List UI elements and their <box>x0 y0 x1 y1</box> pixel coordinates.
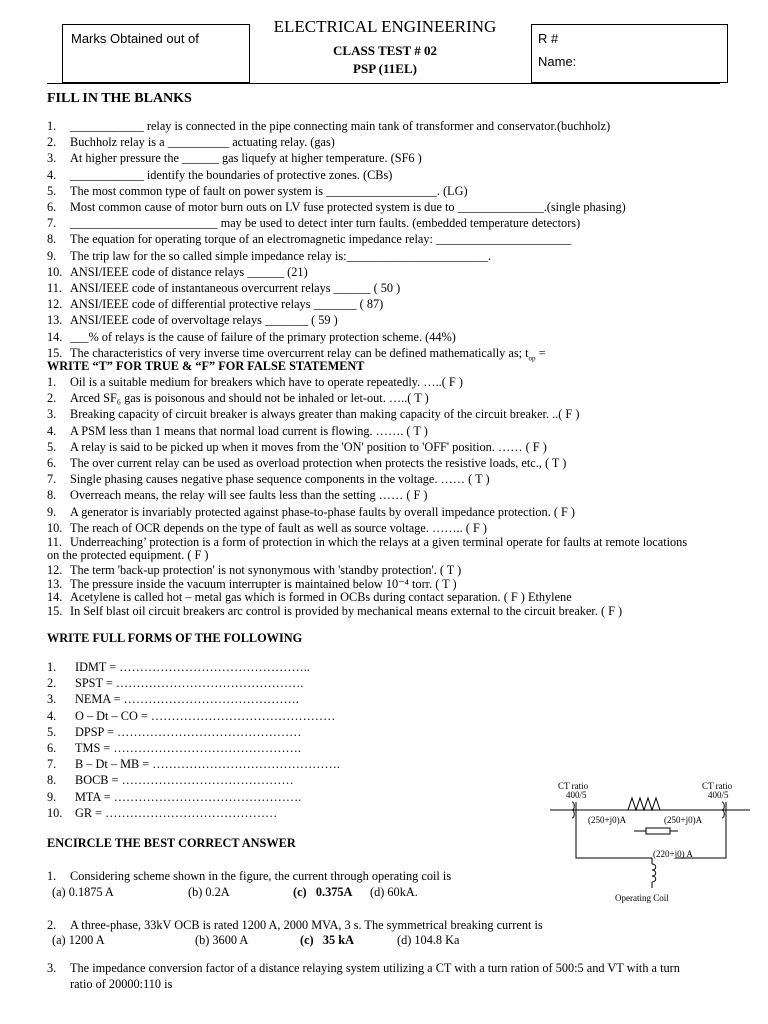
option-a[interactable]: (a) 0.1875 A <box>52 885 114 899</box>
ct-left-label: CT ratio <box>558 781 589 791</box>
transformer-winding <box>628 798 660 810</box>
option-a[interactable]: (a) 1200 A <box>52 933 105 947</box>
option-c[interactable]: (c) 0.375A <box>293 885 353 899</box>
option-c[interactable]: (c) 35 kA <box>300 933 354 947</box>
question-3-continuation: ratio of 20000:110 is <box>70 977 173 991</box>
ct-circuit-figure <box>550 778 750 908</box>
left-loop <box>576 820 652 858</box>
full-forms-heading: WRITE FULL FORMS OF THE FOLLOWING <box>47 631 303 645</box>
list-item-continuation: on the protected equipment. ( F ) <box>47 548 209 562</box>
option-b[interactable]: (b) 0.2A <box>188 885 230 899</box>
id-box <box>531 24 728 83</box>
option-d[interactable]: (d) 104.8 Ka <box>397 933 460 947</box>
true-false-list: 1. Oil is a suitable medium for breakers which have to operate repeatedly. …..( F ) 2. Arced SF₆ gas is poisonous and should not be inhaled or let-out. …..( T ) 3. Breaking capacity of circuit breaker is always greater than making capacity of the circuit breaker. ..( F ) 4. A PSM less than 1 means that normal load current is flowing. ……. ( T ) 5. A relay is said to be picked up when it moves from the 'ON' position to 'OFF' position. …… ( F ) 6. The over current relay can be used as overload protection when protects the resistive loads, etc., ( T ) 7. Single phasing causes negative phase sequence components in the voltage. …… ( T ) 8. Overreach means, the relay will see faults less than the setting …… ( F ) 9. A generator is invariably protected against phase-to-phase faults by overall impedance protection. ( F ) 10. The reach of OCR depends on the type of fault as well as source voltage. …….. ( F ) 11. Underreaching’ protection is a form of protection in which the relays at a given terminal operate for faults at remote locations on the protected equipment. ( F ) 12. The term 'back-up protection' is not synonymous with 'standby protection'. ( T ) 13. The pressure inside the vacuum interrupter is maintained below 10⁻⁴ torr. ( T ) 14. Acetylene is called hot – metal gas which is formed in OCBs during contact separation. ( F ) Ethylene 15. In Self blast oil circuit breakers arc control is provided by mechanical means external to the circuit breaker. ( F ) <box>47 375 688 618</box>
header-divider <box>47 83 720 84</box>
course-code: PSP (11EL) <box>353 61 417 76</box>
current-right-label: (250+j0)A <box>664 815 703 825</box>
option-d[interactable]: (d) 60kA. <box>370 885 418 899</box>
marks-label: Marks Obtained out of <box>71 31 199 46</box>
fill-blanks-heading: FILL IN THE BLANKS <box>47 91 192 106</box>
ct-right-label: CT ratio <box>702 781 733 791</box>
true-false-heading: WRITE “T” FOR TRUE & “F” FOR FALSE STATEMENT <box>47 359 365 373</box>
current-mid-label: (220+j0) A <box>653 849 693 859</box>
marks-box <box>62 24 250 83</box>
full-forms-list: 1. IDMT = ……………………………………….. 2. SPST = ………………………………………. 3. NEMA = ……………………………………. 4. O – Dt – CO = ……………………………………… 5. DPSP = ……………………………………… 6. TMS = ………………………………………. 7. B – Dt – MB = ………………………………………. 8. BOCB = …………………………………… 9. MTA = ………………………………………. 10. GR = …………………………………… <box>47 660 340 820</box>
operating-coil <box>652 864 656 888</box>
option-b[interactable]: (b) 3600 A <box>195 933 249 947</box>
relay-element <box>646 828 670 834</box>
coil-label: Operating Coil <box>615 893 669 903</box>
ct-right-value: 400/5 <box>708 790 729 800</box>
mcq-heading: ENCIRCLE THE BEST CORRECT ANSWER <box>47 836 296 850</box>
current-left-label: (250+j0)A <box>588 815 627 825</box>
roll-label: R # <box>538 31 559 46</box>
top-subscript: op <box>528 354 536 363</box>
ct-left-coil <box>572 802 576 820</box>
ct-left-value: 400/5 <box>566 790 587 800</box>
page-title: ELECTRICAL ENGINEERING <box>273 17 497 36</box>
class-test-title: CLASS TEST # 02 <box>333 43 437 58</box>
name-label: Name: <box>538 54 577 69</box>
fill-blanks-list: 1. ____________ relay is connected in the pipe connecting main tank of transformer and conservator.(buchholz) 2. Buchholz relay is a __________ actuating relay. (gas) 3. At higher pressure the ______ gas liquefy at higher temperature. (SF6 ) 4. ____________ identify the boundaries of protective zones. (CBs) 5. The most common type of fault on power system is __________________. (LG) 6. Most common cause of motor burn outs on LV fuse protected system is due to ______________.(single phasing) 7. ________________________ may be used to detect inter turn faults. (embedded temperature detectors) 8. The equation for operating torque of an electromagnetic impedance relay: ______________________ 9. The trip law for the so called simple impedance relay is:_______________________. 10. ANSI/IEEE code of distance relays ______ (21) 11. ANSI/IEEE code of instantaneous overcurrent relays ______ ( 50 ) 12. ANSI/IEEE code of differential protective relays _______ ( 87) 13. ANSI/IEEE code of overvoltage relays _______ ( 59 ) 14. ___% of relays is the cause of failure of the primary protection scheme. (44%) 15. The characteristics of very inverse time overcurrent relay can be defined mathematically as; $t_{op}$ = <box>47 119 626 363</box>
ct-right-coil <box>722 802 726 820</box>
